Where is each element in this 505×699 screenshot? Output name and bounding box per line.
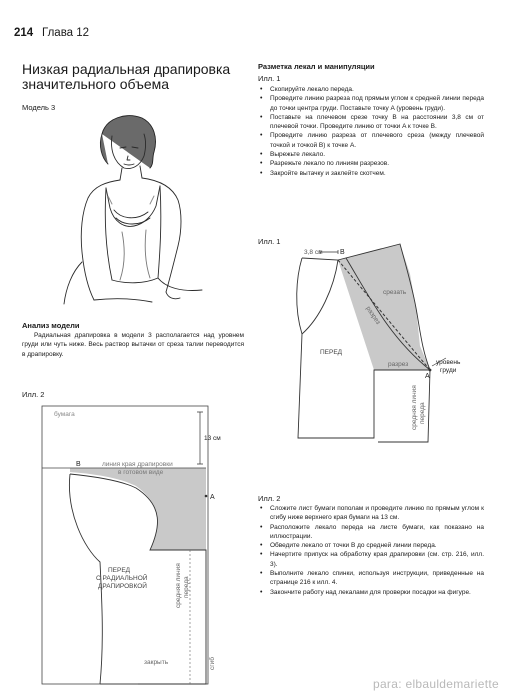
figure1-point-a: A — [425, 373, 430, 380]
figure2-pattern — [40, 402, 240, 688]
page-number: 214 — [14, 27, 34, 39]
figure1-dim: 3,8 см — [304, 249, 323, 256]
list-item: • Вырежьте лекало. — [258, 150, 484, 159]
figure1-cut2: разрез — [388, 361, 409, 368]
list-item: • Закончите работу над лекалами для проверки посадки на фигуре. — [258, 588, 484, 597]
list-item: • Расположите лекало переда на листе бумаги, как показано на иллюстрации. — [258, 523, 484, 542]
title-line-2: значительного объема — [22, 76, 170, 92]
figure1-cut-off: срезать — [383, 289, 407, 296]
figure2-front-3: ДРАПИРОВКОЙ — [98, 583, 147, 590]
figure2-center-front-2: переда — [183, 576, 190, 598]
figure2-label: Илл. 2 — [22, 390, 45, 399]
figure2-paper: бумага — [54, 411, 75, 418]
analysis-heading: Анализ модели — [22, 321, 80, 330]
figure2-point-b: B — [76, 461, 81, 468]
figure1-center-front-2: переда — [419, 402, 426, 424]
figure2-front-1: ПЕРЕД — [108, 567, 131, 574]
markup-steps — [258, 85, 484, 178]
markup-heading: Разметка лекал и манипуляции — [258, 62, 375, 71]
figure1-label: Илл. 1 — [258, 237, 281, 246]
list-item: • Закройте вытачку и заклейте скотчем. — [258, 169, 484, 178]
list-item: • Сложите лист бумаги пополам и проведите линию по прямым углом к сгибу ниже верхнего края бумаги на 13 см. — [258, 504, 484, 523]
figure2-fold: сгиб — [209, 657, 216, 670]
figure2-drape-line-2: в готовом виде — [118, 469, 164, 476]
list-item: • Разрежьте лекало по линиям разрезов. — [258, 159, 484, 168]
figure1-front: ПЕРЕД — [320, 349, 343, 356]
list-item: • Проведите линию разреза под прямым углом к средней линии переда до точки центра груди. Поставьте точку A (уровень груди). — [258, 94, 484, 113]
figure2-front-2: С РАДИАЛЬНОЙ — [96, 575, 148, 582]
markup-ill-label: Илл. 1 — [258, 74, 281, 83]
list-item: • Проведите линию разреза от плечевого среза (между плечевой точкой и точкой B) к точке A. — [258, 131, 484, 150]
figure1-bust-level-1: уровень — [436, 359, 461, 366]
figure1-cut: разрез — [364, 305, 382, 326]
title-line-1: Низкая радиальная драпировка — [22, 61, 231, 77]
list-item: • Выполните лекало спинки, используя инструкции, приведенные на странице 216 к илл. 4. — [258, 569, 484, 588]
figure2-close: закрыть — [144, 659, 169, 666]
list-item: • Обведите лекало от точки B до средней линии переда. — [258, 541, 484, 550]
page-title — [22, 62, 242, 92]
figure1-bust-level-2: груди — [440, 367, 457, 374]
model-label: Модель 3 — [22, 103, 56, 112]
figure1-point-b: B — [340, 249, 345, 256]
watermark: para: elbauldemariette — [372, 677, 499, 691]
figure2-drape-line-1: линия края драпировки — [102, 461, 173, 468]
list-item: • Начертите припуск на обработку края драпировки (см. стр. 216, илл. 3). — [258, 550, 484, 569]
figure2-point-a: A — [210, 494, 215, 501]
model-sketch — [62, 112, 212, 308]
analysis-text: Радиальная драпировка в модели 3 располагается над уровнем груди или чуть ниже. Весь раствор вытачки от среза талии переводится в драпировку. — [22, 332, 244, 358]
ill2-steps — [258, 504, 484, 597]
list-item: • Поставьте на плечевом срезе точку B на расстоянии 3,8 см от плечевой точки. Проведите линию от точки A к точке B. — [258, 113, 484, 132]
ill2-text-label: Илл. 2 — [258, 494, 281, 503]
figure2-center-front-1: средняя линия — [175, 563, 182, 608]
figure1-pattern — [280, 238, 480, 448]
figure2-dim: 13 см — [204, 435, 221, 442]
chapter-title: Глава 12 — [42, 27, 90, 39]
figure1-center-front-1: средняя линия — [411, 385, 418, 430]
list-item: • Скопируйте лекало переда. — [258, 85, 484, 94]
